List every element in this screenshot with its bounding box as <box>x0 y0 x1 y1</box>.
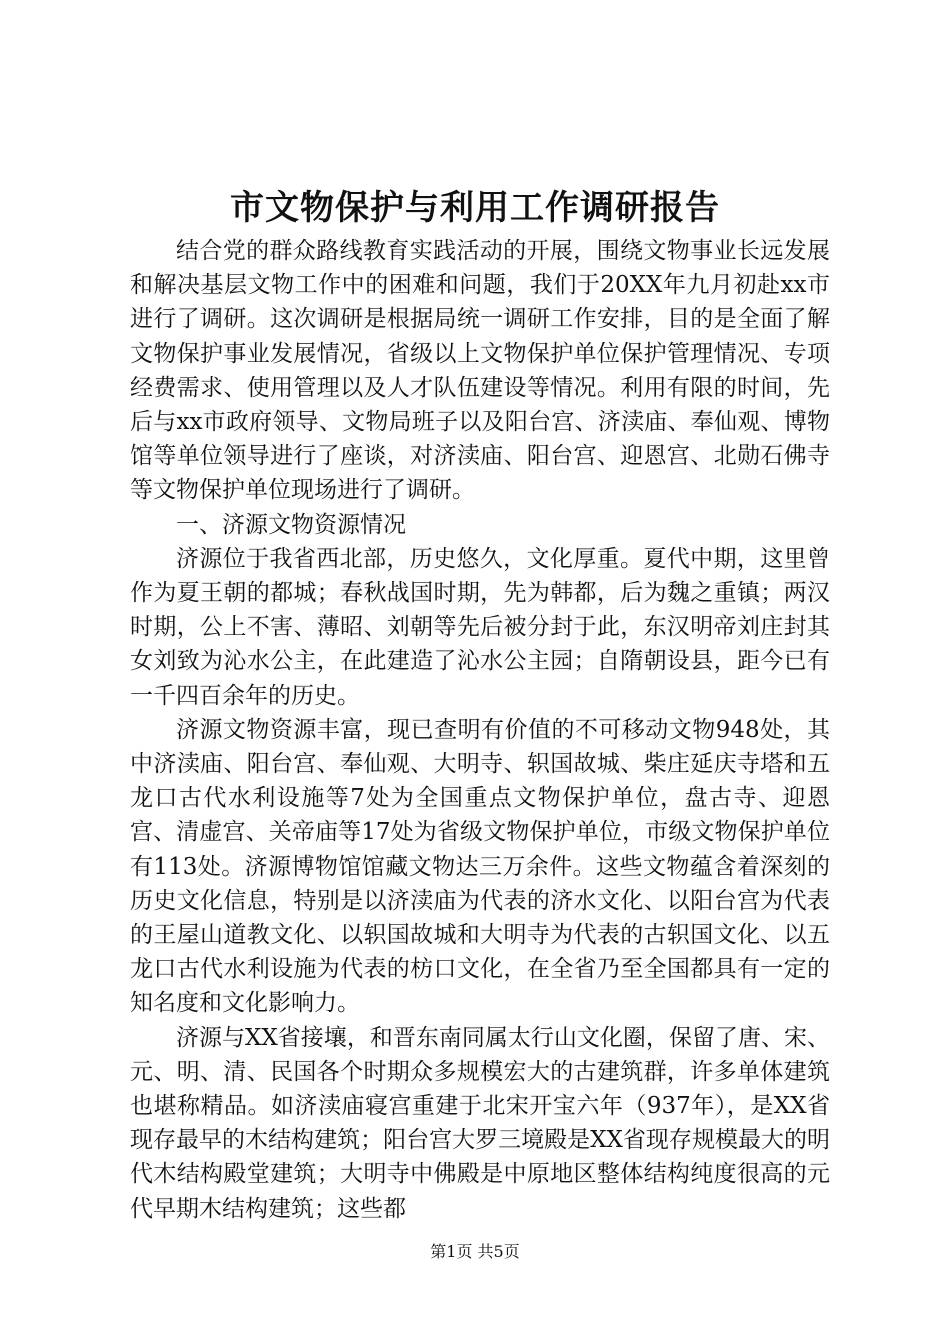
page-footer: 第1页 共5页 <box>430 1242 520 1261</box>
paragraph-history: 济源位于我省西北部，历史悠久，文化厚重。夏代中期，这里曾作为夏王朝的都城；春秋战国时期，先为韩都，后为魏之重镇；两汉时期，公上不害、薄昭、刘朝等先后被分封于此，东汉明帝刘庄封其女刘致为沁水公主，在此建造了沁水公主园；自隋朝设县，距今已有一千四百余年的历史。 <box>130 545 830 709</box>
paragraph-intro: 结合党的群众路线教育实践活动的开展，围绕文物事业长远发展和解决基层文物工作中的困难和问题，我们于20XX年九月初赴xx市进行了调研。这次调研是根据局统一调研工作安排，目的是全面了解文物保护事业发展情况，省级以上文物保护单位保护管理情况、专项经费需求、使用管理以及人才队伍建设等情况。利用有限的时间，先后与xx市政府领导、文物局班子以及阳台宫、济渎庙、奉仙观、博物馆等单位领导进行了座谈，对济渎庙、阳台宫、迎恩宫、北勋石佛寺等文物保护单位现场进行了调研。 <box>130 238 830 504</box>
paragraph-resources: 济源文物资源丰富，现已查明有价值的不可移动文物948处，其中济渎庙、阳台宫、奉仙观、大明寺、轵国故城、柴庄延庆寺塔和五龙口古代水利设施等7处为全国重点文物保护单位，盘古寺、迎恩宫、清虚宫、关帝庙等17处为省级文物保护单位，市级文物保护单位有113处。济源博物馆馆藏文物达三万余件。这些文物蕴含着深刻的历史文化信息，特别是以济渎庙为代表的济水文化、以阳台宫为代表的王屋山道教文化、以轵国故城和大明寺为代表的古轵国文化、以五龙口古代水利设施为代表的枋口文化，在全省乃至全国都具有一定的知名度和文化影响力。 <box>130 716 830 1017</box>
document-body <box>130 234 830 1226</box>
document-title: 市文物保护与利用工作调研报告 <box>230 188 720 228</box>
section-heading: 一、济源文物资源情况 <box>176 511 406 538</box>
paragraph-architecture: 济源与XX省接壤，和晋东南同属太行山文化圈，保留了唐、宋、元、明、清、民国各个时期众多规模宏大的古建筑群，许多单体建筑也堪称精品。如济渎庙寝宫重建于北宋开宝六年（937年），是XX省现存最早的木结构建筑；阳台宫大罗三境殿是XX省现存规模最大的明代木结构殿堂建筑；大明寺中佛殿是中原地区整体结构纯度很高的元代早期木结构建筑；这些都 <box>130 1024 830 1222</box>
